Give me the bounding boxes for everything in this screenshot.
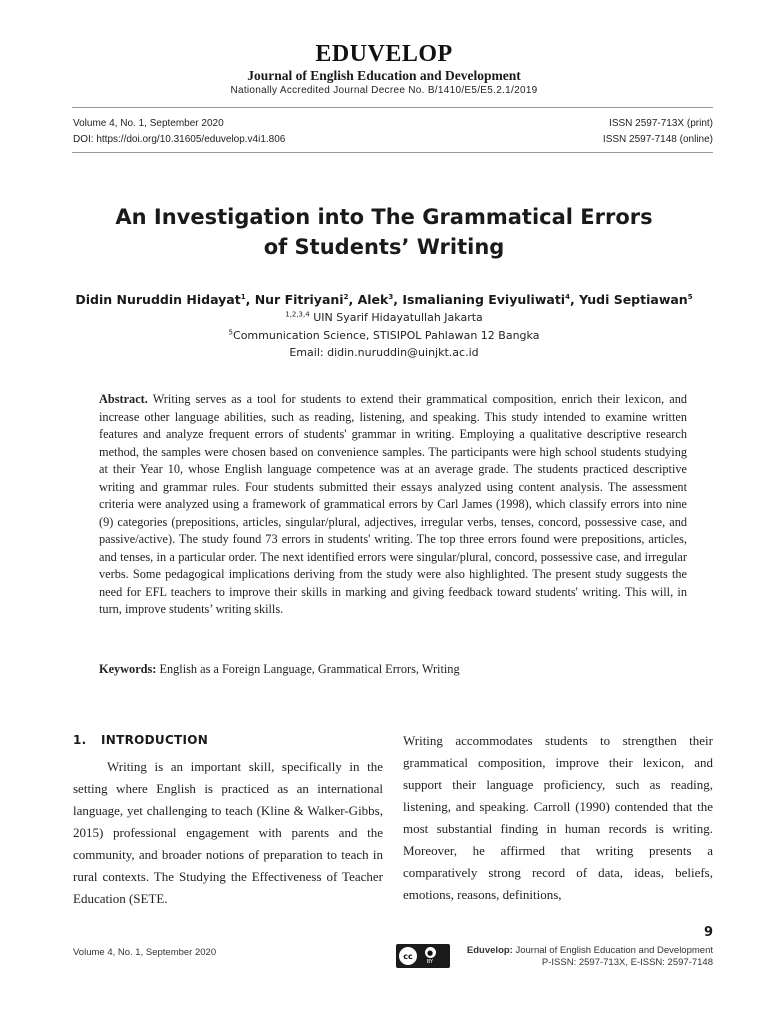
affiliation-2-sup: 5 [228, 328, 234, 337]
journal-name: EDUVELOP [315, 41, 453, 67]
doi-link[interactable]: DOI: https://doi.org/10.31605/eduvelop.v4i1.806 [73, 134, 286, 145]
meta-divider [72, 152, 713, 153]
issn-online: ISSN 2597-7148 (online) [602, 134, 713, 145]
page-number: 9 [703, 925, 713, 940]
abstract-block [99, 391, 687, 619]
volume-info: Volume 4, No. 1, September 2020 [73, 118, 224, 129]
affiliation-2 [0, 329, 768, 342]
accreditation-decree: Nationally Accredited Journal Decree No. B/1410/E5/E5.2.1/2019 [230, 85, 538, 96]
author-sep: , [393, 292, 403, 307]
header-divider [72, 107, 713, 108]
abstract-label: Abstract. [99, 392, 148, 406]
author-sup: 5 [687, 292, 693, 301]
author-name: Alek [357, 292, 389, 307]
author-sup: 2 [343, 292, 349, 301]
section-number: 1. [73, 733, 87, 747]
article-title [0, 202, 768, 262]
footer-volume: Volume 4, No. 1, September 2020 [73, 947, 217, 958]
section-heading-introduction [73, 733, 208, 747]
affiliation-1-text: UIN Syarif Hidayatullah Jakarta [313, 311, 483, 324]
affiliation-1 [0, 311, 768, 324]
affiliation-2-text: Communication Science, STISIPOL Pahlawan 12 Bangka [233, 329, 540, 342]
by-icon [420, 947, 440, 965]
intro-left-column: Writing is an important skill, specifically in the setting where English is practiced as an international language, yet challenging to teach (Kline & Walker-Gibbs, 2015) professional engagement with parents and the community, and broader notions of preparation to teach in rural contexts. The Studying the Effectiveness of Teacher Education (SETE. [73, 759, 383, 906]
cc-by-license-icon[interactable] [396, 944, 450, 968]
section-title: INTRODUCTION [101, 733, 209, 747]
keywords-block [99, 662, 687, 677]
author-sep: , [569, 292, 580, 307]
author-sup: 4 [565, 292, 570, 301]
journal-subtitle: Journal of English Education and Development [247, 68, 521, 83]
intro-right-column: Writing accommodates students to strengthen their grammatical composition, improve their lexicon, and support their language proficiency, such as reading, listening, and speaking. Carroll (1990) contended that the most substantial finding in human records is writing. Moreover, he affirmed that writing presents a comparatively strong record of data, ideas, beliefs, emotions, reasons, definitions, [403, 733, 713, 902]
author-sep: , [245, 292, 255, 307]
footer-issn: P-ISSN: 2597-713X, E-ISSN: 2597-7148 [541, 957, 713, 968]
issn-print: ISSN 2597-713X (print) [609, 118, 713, 129]
footer-journal-name: Eduvelop: [466, 945, 513, 956]
author-name: Nur Fitriyani [254, 292, 344, 307]
footer-journal [467, 945, 713, 956]
author-name: Yudi Septiawan [579, 292, 688, 307]
keywords-label: Keywords: [99, 662, 157, 676]
cc-icon: cc [399, 947, 417, 965]
author-name: Didin Nuruddin Hidayat [75, 292, 241, 307]
author-list [0, 292, 768, 307]
author-sup: 3 [388, 292, 394, 301]
title-line-1: An Investigation into The Grammatical Errors [115, 205, 653, 229]
author-sup: 1 [240, 292, 246, 301]
affiliation-1-sup: 1,2,3,4 [285, 310, 310, 319]
abstract-text: Writing serves as a tool for students to extend their grammatical composition, enrich their lexicon, and increase other language abilities, such as reading, listening, and speaking. This study intended to examine written features and analyze frequent errors of students' grammar in writing. Employing a qualitative descriptive research method, the samples were chosen based on convenience samples. The participants were high school students studying at their Year 10, whose English language competence was at an average grade. The students practiced descriptive writing and grammar rules. Four students submitted their essays analyzed using content analysis. The assessment criteria were analyzed using a framework of grammatical errors by Carl James (1998), which classify errors into nine (9) categories (prepositions, articles, singular/plural, adjectives, irregular verbs, tenses, concord, possessive case, and passive/active). The study found 73 errors in students' writing. The top three errors found were prepositions, articles, and tenses, in a particular order. The next identified errors were singular/plural, concord, possessive case, and irregular verbs. Some pedagogical implications deriving from the study were also highlighted. The present study suggests the need for EFL teachers to improve their skills in marking and giving feedback toward students' writing. This will, in turn, improve students’ writing skills. [99, 392, 688, 616]
person-icon: ● [425, 947, 436, 958]
keywords-text: English as a Foreign Language, Grammatical Errors, Writing [159, 662, 460, 676]
by-label: BY [426, 959, 434, 965]
author-email[interactable]: Email: didin.nuruddin@uinjkt.ac.id [289, 346, 479, 359]
footer-journal-rest: Journal of English Education and Development [512, 945, 713, 956]
author-sep: , [348, 292, 358, 307]
author-name: Ismalianing Eviyuliwati [402, 292, 566, 307]
title-line-2: of Students’ Writing [263, 235, 505, 259]
